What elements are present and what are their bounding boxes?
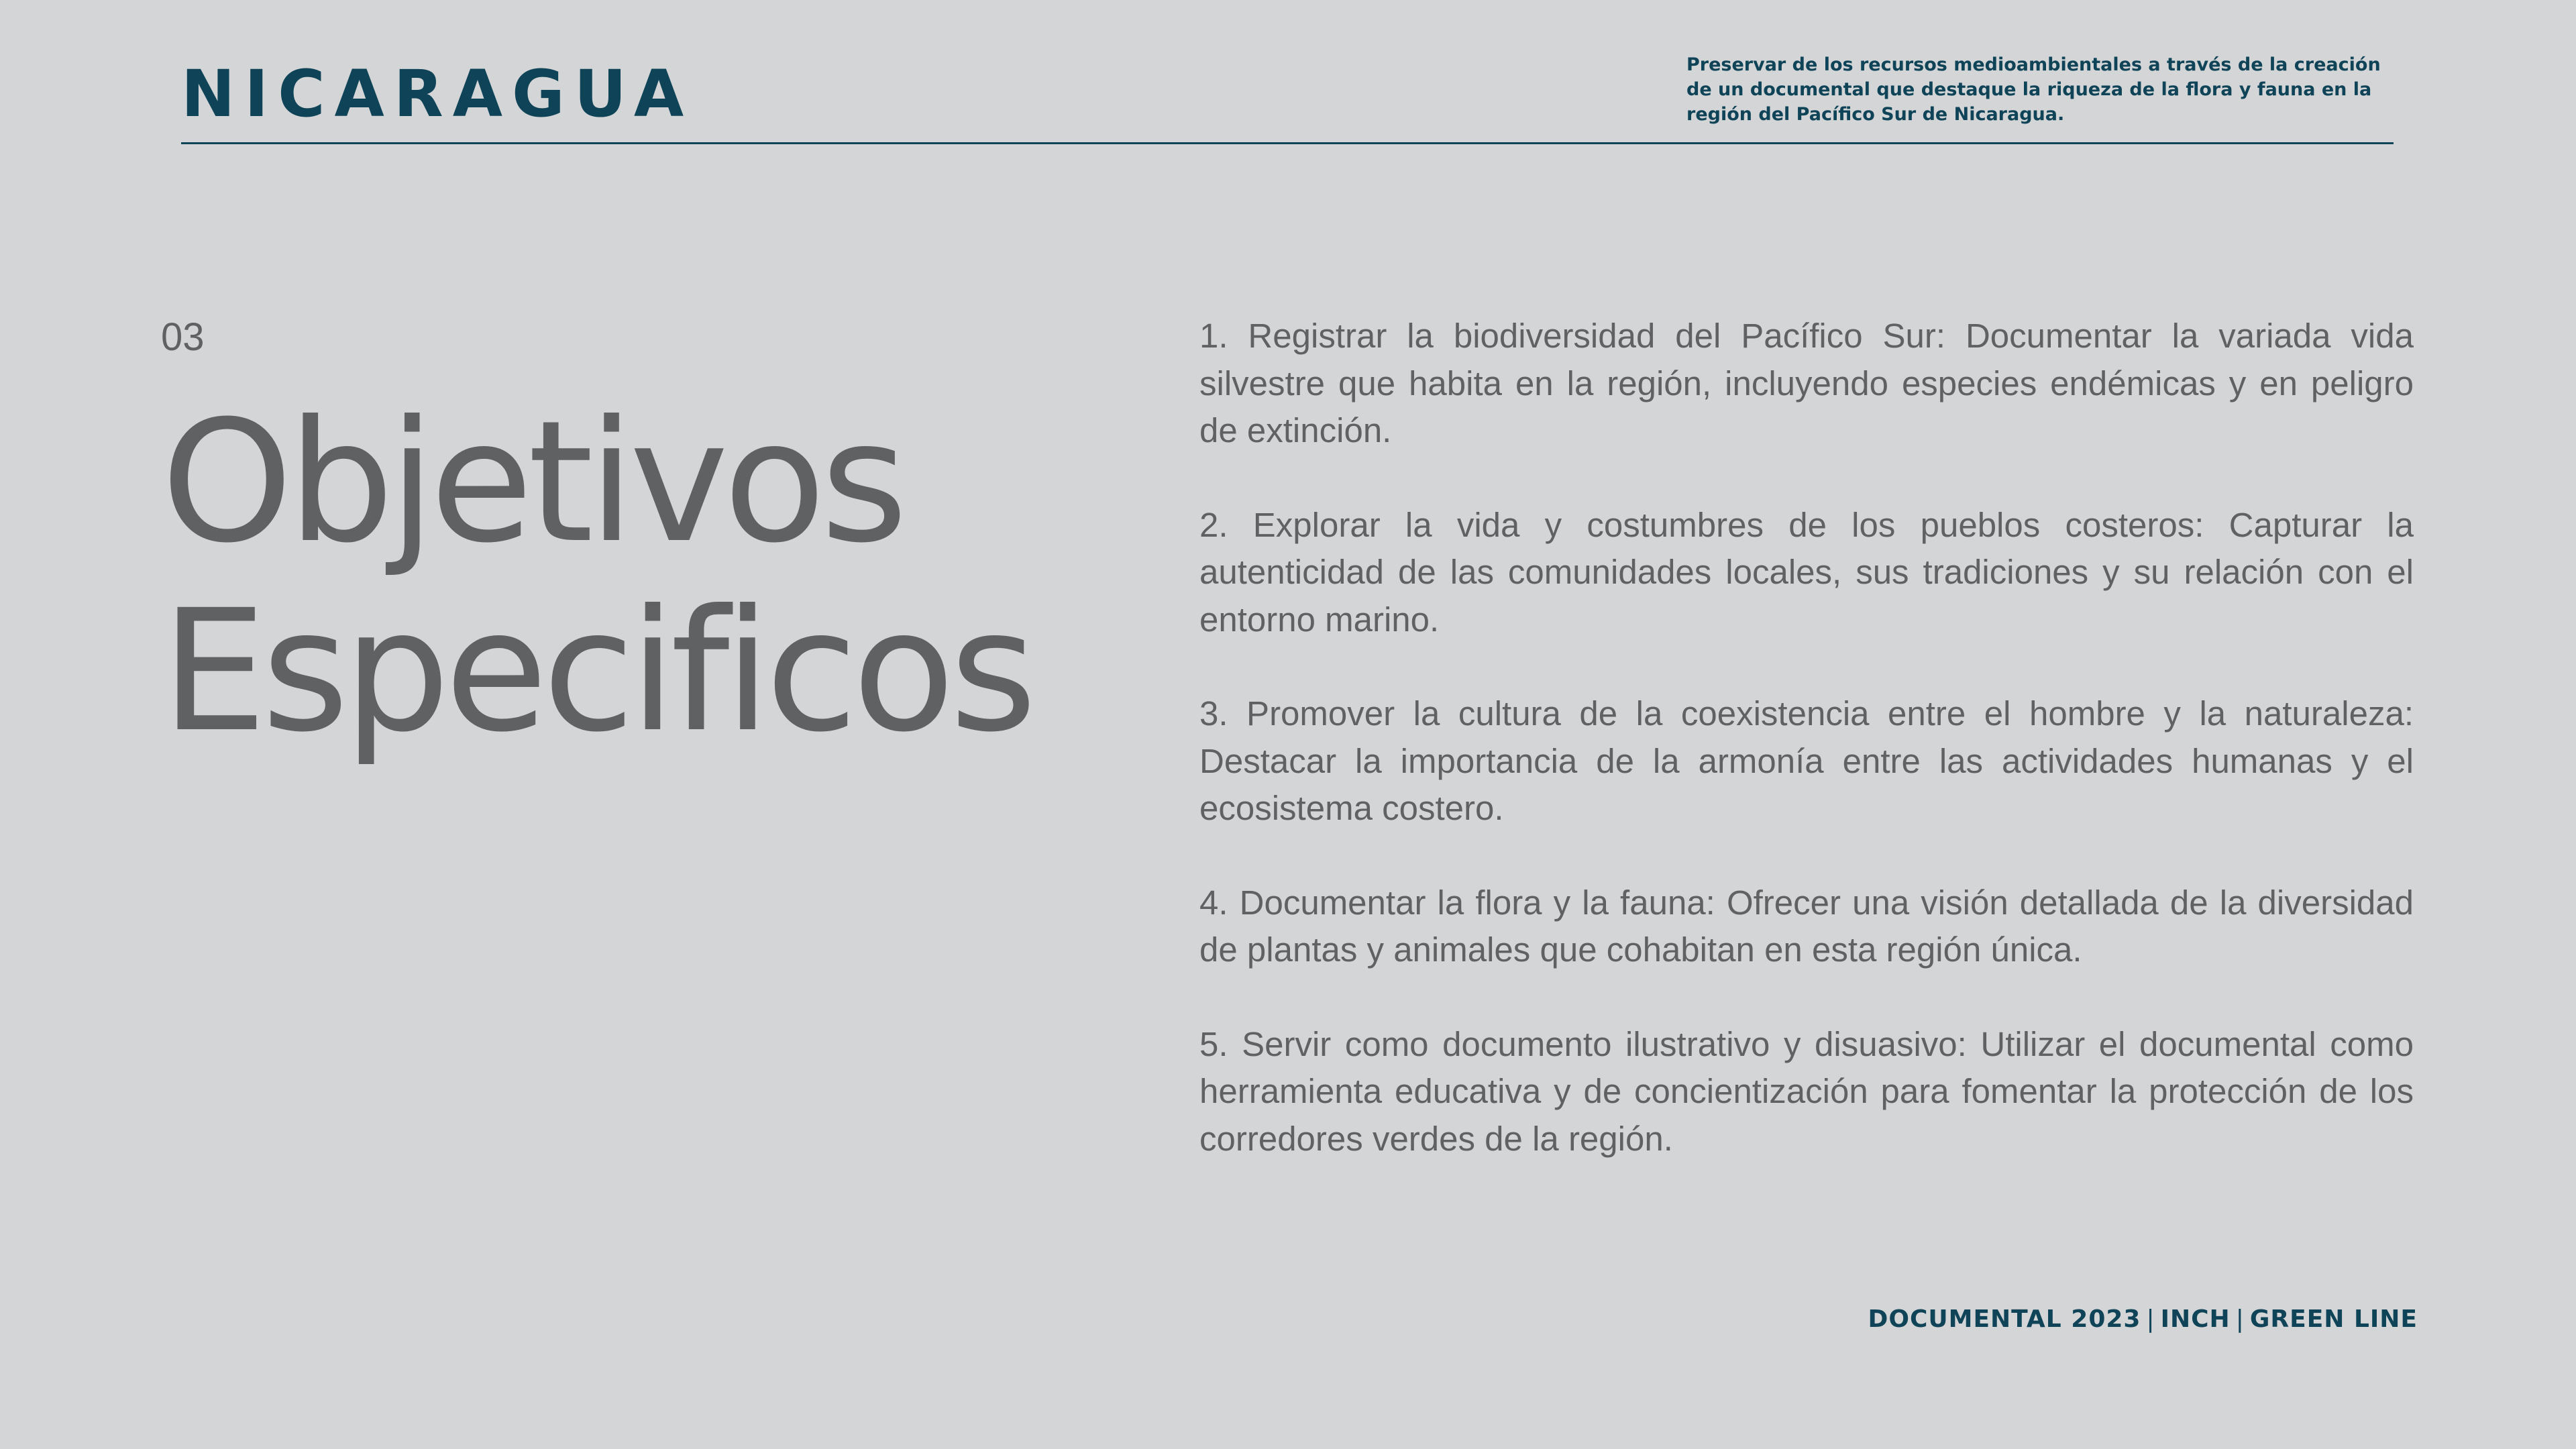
footer-documental: DOCUMENTAL 2023 <box>1868 1305 2141 1333</box>
section-title-line-2: Especificos <box>161 574 1032 769</box>
objective-item-3: 3. Promover la cultura de la coexistencia entre el hombre y la naturaleza: Destacar la importancia de la armonía entre las actividades humanas y el ecosistema costero. <box>1199 694 2414 827</box>
objective-item-2: 2. Explorar la vida y costumbres de los pueblos costeros: Capturar la autenticidad de las comunidades locales, sus tradiciones y su relación con el entorno marino. <box>1199 505 2414 639</box>
footer-credits <box>1868 1305 2418 1333</box>
brand-title: NICARAGUA <box>181 56 694 131</box>
objective-item-5: 5. Servir como documento ilustrativo y disuasivo: Utilizar el documental como herramienta educativa y de concientización para fomentar la protección de los corredores verdes de la región. <box>1199 1024 2414 1158</box>
footer-green-line: GREEN LINE <box>2249 1305 2418 1333</box>
objective-item-1: 1. Registrar la biodiversidad del Pacífico Sur: Documentar la variada vida silvestre que habita en la región, incluyendo especies endémicas y en peligro de extinción. <box>1199 317 2414 449</box>
header-tagline: Preservar de los recursos medioambientales a través de la creación de un documental que destaque la riqueza de la flora y fauna en la región del Pacífico Sur de Nicaragua. <box>1686 54 2381 125</box>
section-title <box>161 384 1032 769</box>
objective-item-4: 4. Documentar la flora y la fauna: Ofrecer una visión detallada de la diversidad de plantas y animales que cohabitan en esta región única. <box>1199 883 2414 969</box>
header-divider <box>181 142 2394 144</box>
footer-inch: INCH <box>2160 1305 2231 1333</box>
objectives-list <box>1199 313 2414 1210</box>
section-title-line-1: Objetivos <box>161 384 903 580</box>
footer-separator: | <box>2235 1305 2245 1333</box>
section-number: 03 <box>161 315 205 359</box>
footer-separator: | <box>2146 1305 2155 1333</box>
